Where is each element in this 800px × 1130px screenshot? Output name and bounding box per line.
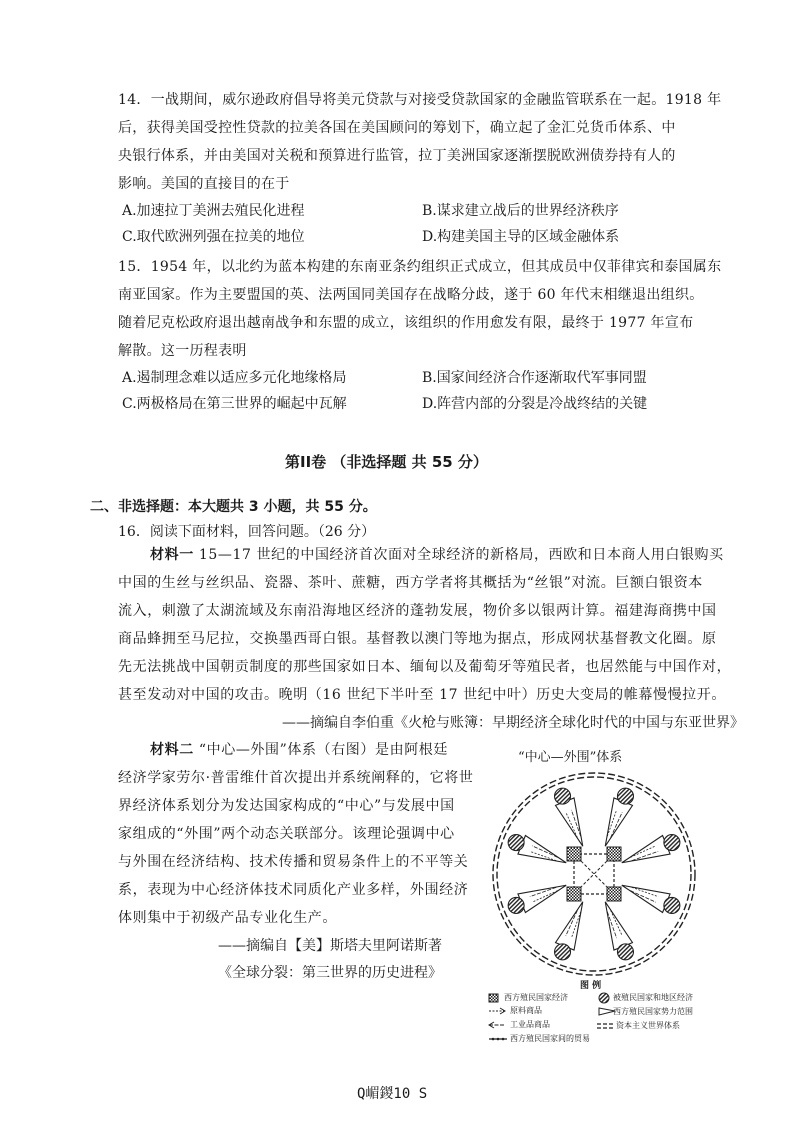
material-1-line-6: 甚至发动对中国的攻击。晚明（16 世纪下半叶至 17 世纪中叶）历史大变局的帷幕慢慢拉开。 [118, 687, 726, 703]
legend-hatch-icon [488, 993, 500, 1003]
core-node-top-right [607, 847, 621, 861]
sphere-cone-6 [556, 902, 583, 950]
section-heading: 二、非选择题：本大题共 3 小题，共 55 分。 [90, 499, 377, 515]
legend-industrial-goods: 工业品商品 [510, 1020, 550, 1029]
q14-line-4: 影响。美国的直接目的在于 [118, 176, 290, 192]
material-2-line-5: 与外围在经济结构、技术传播和贸易条件上的不平等关 [118, 854, 469, 870]
core-node-bottom-right [607, 887, 621, 901]
page-footer: Q嵋鍐10 S [357, 1086, 428, 1102]
sphere-cone-3 [622, 836, 670, 863]
q14-line-2: 后，获得美国受控性贷款的拉美各国在美国顾问的筹划下，确立起了金汇兑货币体系、中 [118, 120, 676, 136]
q14-option-b: B.谋求建立战后的世界经济秩序 [422, 203, 619, 219]
legend-industrial-arrow-icon [488, 1021, 506, 1029]
core-node-bottom-left [567, 887, 581, 901]
diagram-svg [488, 768, 700, 980]
sphere-cone-2 [605, 798, 632, 846]
legend-inter-trade: 西方殖民国家间的贸易 [510, 1034, 590, 1043]
q16-intro: 16．阅读下面材料，回答问题。（26 分） [118, 524, 376, 540]
sphere-cone-5 [605, 902, 632, 950]
periphery-node-7 [508, 897, 524, 913]
diagram-title: “中心—外围”体系 [518, 750, 623, 765]
legend-circle-icon [598, 992, 610, 1004]
sphere-cone-7 [518, 885, 566, 912]
q15-line-2: 南亚国家。作为主要盟国的英、法两国同美国存在战略分歧，遂于 60 年代末相继退出组织。 [118, 287, 704, 303]
material-2-source-book: 《全球分裂：第三世界的历史进程》 [218, 965, 442, 981]
periphery-node-4 [664, 897, 680, 913]
legend-capitalist-system: 资本主义世界体系 [616, 1021, 680, 1030]
periphery-node-8 [508, 835, 524, 851]
q15-option-a: A.遏制理念难以适应多元化地缘格局 [122, 370, 347, 386]
q15-option-d: D.阵营内部的分裂是冷战终结的关键 [422, 396, 648, 412]
material-1-label: 材料一 [150, 547, 194, 563]
material-2-source-author: ——摘编自【美】斯塔夫里阿诺斯著 [218, 938, 442, 954]
q15-line-4: 解散。这一历程表明 [118, 343, 247, 359]
core-node-top-left [567, 847, 581, 861]
legend-raw-arrow-icon [488, 1007, 506, 1015]
material-1-source: ——摘编自李伯重《火枪与账簿：早期经济全球化时代的中国与东亚世界》 [282, 715, 744, 731]
legend-western-economy: 西方殖民国家经济 [504, 993, 568, 1002]
legend-system-line-icon [596, 1022, 614, 1030]
sphere-cone-8 [518, 836, 566, 863]
periphery-node-1 [555, 788, 571, 804]
capitalist-system-ring-inner [497, 777, 691, 971]
part-2-title: 第II卷 （非选择题 共 55 分） [285, 453, 488, 471]
core-periphery-diagram [488, 740, 700, 1052]
legend-raw-materials: 原料商品 [510, 1006, 542, 1015]
material-2-label: 材料二 [150, 742, 194, 758]
periphery-node-3 [664, 835, 680, 851]
material-1-line-1: 15—17 世纪的中国经济首次面对全球经济的新格局，西欧和日本商人用白银购买 [198, 547, 724, 563]
q14-line-3: 央银行体系，并由美国对关税和预算进行监管，拉丁美洲国家逐渐摆脱欧洲债券持有人的 [118, 148, 676, 164]
periphery-spokes [508, 788, 680, 960]
q15-option-c: C.两极格局在第三世界的崛起中瓦解 [122, 396, 347, 412]
material-1-line-2: 中国的生丝与丝织品、瓷器、茶叶、蔗糖，西方学者将其概括为“丝银”对流。巨额白银资本 [118, 575, 703, 591]
material-2-line-6: 系，表现为中心经济体技术同质化产业多样，外围经济 [118, 882, 469, 898]
material-1-line-5: 先无法挑战中国朝贡制度的那些国家如日本、缅甸以及葡萄牙等殖民者，也居然能与中国作对， [118, 659, 732, 675]
material-2-line-4: 家组成的“外围”两个动态关联部分。该理论强调中心 [118, 826, 455, 842]
q15-option-b: B.国家间经济合作逐渐取代军事同盟 [422, 370, 647, 386]
sphere-cone-1 [556, 798, 583, 846]
legend [488, 992, 700, 1052]
periphery-node-5 [617, 944, 633, 960]
q14-line-1: 14．一战期间，威尔逊政府倡导将美元贷款与对接受贷款国家的金融监管联系在一起。1918 年 [118, 92, 722, 108]
material-1-line-4: 商品蜂拥至马尼拉，交换墨西哥白银。基督教以澳门等地为据点，形成网状基督教文化圈。原 [118, 631, 717, 647]
q14-option-c: C.取代欧洲列强在拉美的地位 [122, 229, 305, 245]
legend-title: 图 例 [580, 981, 602, 991]
material-2-line-7: 体则集中于初级产品专业化生产。 [118, 910, 337, 926]
q15-line-3: 随着尼克松政府退出越南战争和东盟的成立，该组织的作用愈发有限，最终于 1977 年宣布 [118, 315, 694, 331]
legend-trade-line-icon [488, 1035, 508, 1043]
material-2-line-1: “中心—外围”体系（右图）是由阿根廷 [198, 742, 448, 758]
q14-option-a: A.加速拉丁美洲去殖民化进程 [122, 203, 305, 219]
material-1-line-3: 流入，刺激了太湖流域及东南沿海地区经济的蓬勃发展，物价多以银两计算。福建海商携中国 [118, 603, 717, 619]
material-2-line-2: 经济学家劳尔·普雷维什首次提出并系统阐释的，它将世 [118, 770, 474, 786]
material-2-line-3: 界经济体系划分为发达国家构成的“中心”与发展中国 [118, 798, 455, 814]
q14-option-d: D.构建美国主导的区域金融体系 [422, 229, 620, 245]
sphere-cone-4 [622, 885, 670, 912]
periphery-node-2 [617, 788, 633, 804]
periphery-node-6 [555, 944, 571, 960]
q15-line-1: 15．1954 年，以北约为蓝本构建的东南亚条约组织正式成立，但其成员中仅菲律宾和泰国属东 [118, 259, 722, 275]
capitalist-system-ring-outer [493, 773, 695, 975]
legend-colonized-economy: 被殖民国家和地区经济 [613, 993, 693, 1002]
legend-sphere: 西方殖民国家势力范围 [613, 1007, 693, 1016]
